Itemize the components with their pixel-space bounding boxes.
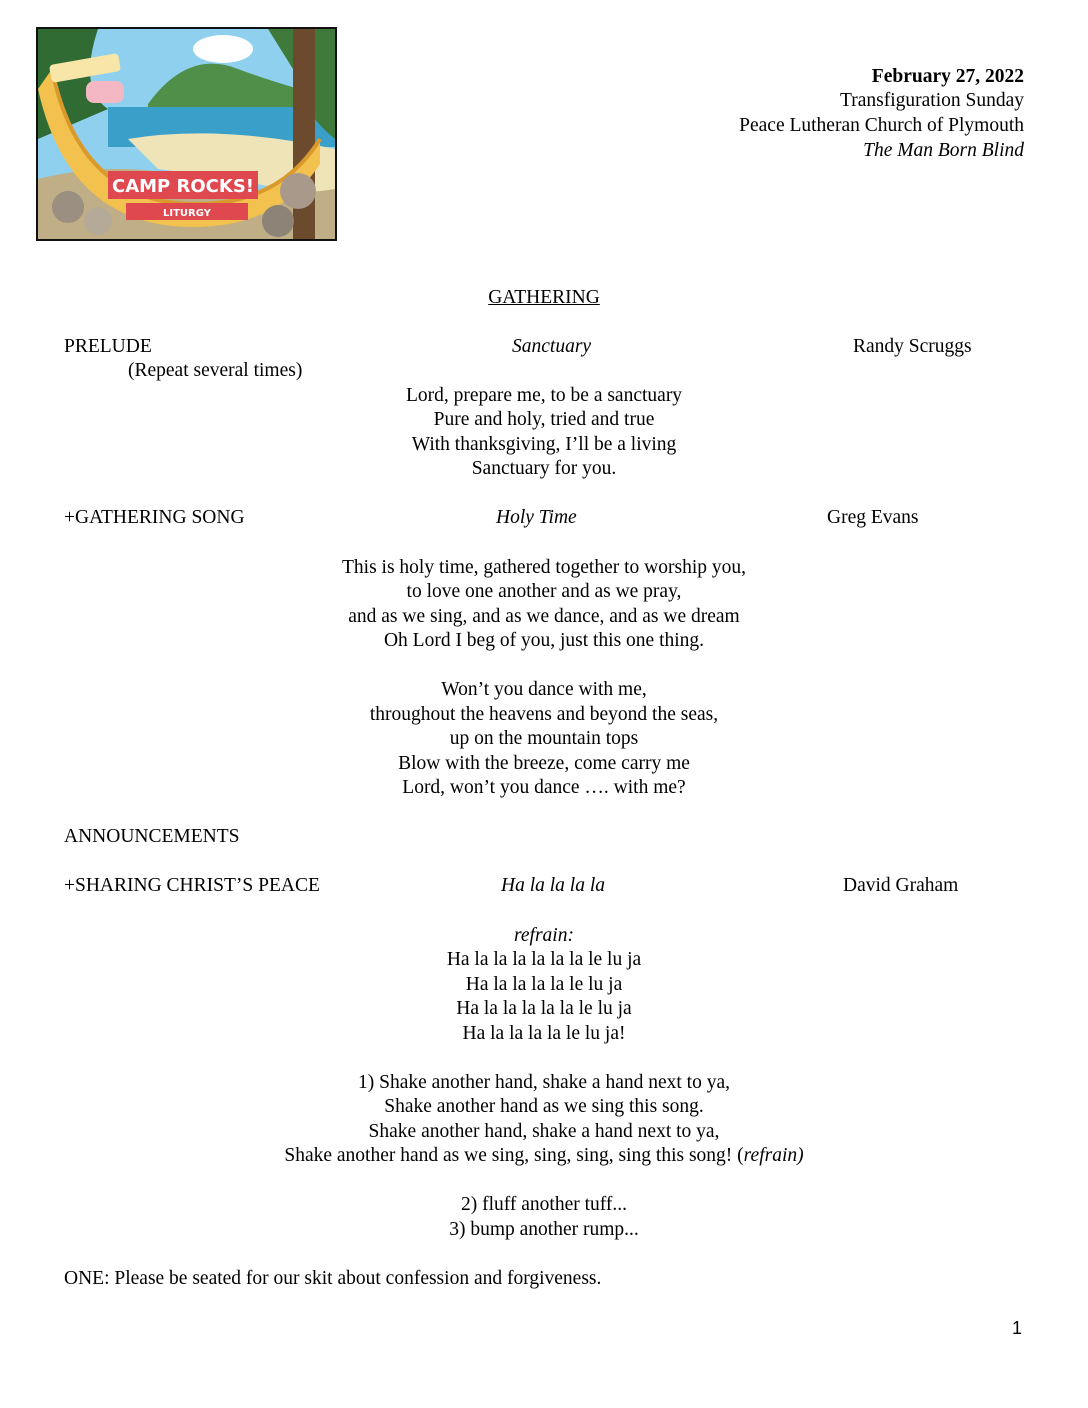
prelude-note: (Repeat several times)	[128, 360, 303, 381]
refrain-line: Ha la la la la la le lu ja	[456, 998, 632, 1019]
leader-instruction: ONE: Please be seated for our skit about confession and forgiveness.	[64, 1268, 602, 1289]
peace-verse-3: 3) bump another rump...	[449, 1219, 639, 1240]
gathering-lyric-line: Blow with the breeze, come carry me	[398, 753, 690, 774]
peace-label: +SHARING CHRIST’S PEACE	[64, 875, 320, 896]
gathering-lyric-line: up on the mountain tops	[449, 728, 639, 749]
peace-verse-text: Shake another hand as we sing, sing, sing, sing this song! (	[284, 1145, 744, 1166]
prelude-author: Randy Scruggs	[853, 336, 972, 357]
peace-verse-line-last	[0, 1144, 1088, 1169]
gathering-lyric-line: Won’t you dance with me,	[441, 679, 647, 700]
prelude-title: Sanctuary	[512, 336, 592, 357]
gathering-lyric-line: This is holy time, gathered together to worship you,	[341, 557, 746, 578]
refrain-line: Ha la la la la le lu ja	[465, 974, 623, 995]
church-name: Peace Lutheran Church of Plymouth	[739, 115, 1024, 136]
prelude-lyric-line: With thanksgiving, I’ll be a living	[411, 434, 677, 455]
peace-verse-line: Shake another hand, shake a hand next to ya,	[368, 1121, 720, 1142]
prelude-lyric-line: Sanctuary for you.	[471, 458, 617, 479]
prelude-lyric-line: Lord, prepare me, to be a sanctuary	[405, 385, 683, 406]
section-title: GATHERING	[488, 287, 600, 308]
refrain-label: refrain:	[514, 925, 574, 946]
peace-verse-line: Shake another hand as we sing this song.	[384, 1096, 704, 1117]
peace-verse-2: 2) fluff another tuff...	[460, 1194, 628, 1215]
gathering-song-title: Holy Time	[496, 507, 577, 528]
page-number: 1	[1011, 1318, 1022, 1338]
logo-title: CAMP ROCKS!	[111, 176, 255, 197]
refrain-line: Ha la la la la le lu ja!	[462, 1023, 626, 1044]
gathering-song-author: Greg Evans	[827, 507, 919, 528]
refrain-reference: refrain)	[743, 1145, 804, 1166]
gathering-lyric-line: and as we sing, and as we dance, and as we dream	[348, 606, 740, 627]
peace-author: David Graham	[843, 875, 959, 896]
gathering-lyric-line: Oh Lord I beg of you, just this one thing.	[383, 630, 705, 651]
gathering-lyric-line: Lord, won’t you dance …. with me?	[402, 777, 686, 798]
prelude-label: PRELUDE	[64, 336, 152, 357]
logo-illustration	[38, 29, 335, 239]
gathering-lyric-line: to love one another and as we pray,	[406, 581, 682, 602]
camp-rocks-logo	[36, 27, 337, 241]
peace-verse-line: 1) Shake another hand, shake a hand next to ya,	[357, 1072, 730, 1093]
service-theme: The Man Born Blind	[863, 140, 1024, 161]
peace-title: Ha la la la la	[501, 875, 606, 896]
prelude-lyric-line: Pure and holy, tried and true	[433, 409, 655, 430]
service-date: February 27, 2022	[871, 66, 1024, 87]
logo-subtitle: LITURGY	[163, 208, 211, 219]
gathering-lyric-line: throughout the heavens and beyond the seas,	[369, 704, 719, 725]
announcements-label: ANNOUNCEMENTS	[64, 826, 240, 847]
refrain-line: Ha la la la la la la le lu ja	[446, 949, 642, 970]
gathering-song-label: +GATHERING SONG	[64, 507, 245, 528]
service-occasion: Transfiguration Sunday	[840, 90, 1024, 111]
